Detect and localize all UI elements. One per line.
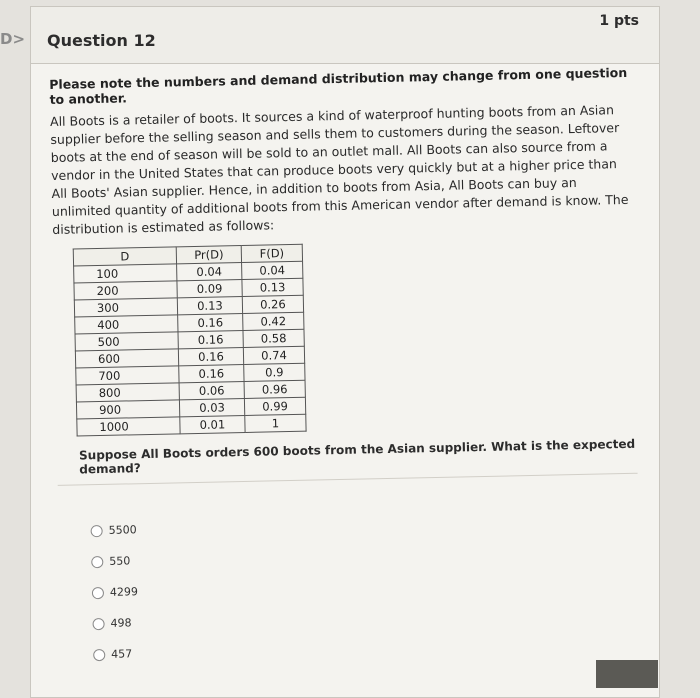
table-cell: 0.58	[243, 329, 304, 347]
radio-button[interactable]	[92, 586, 104, 598]
radio-button[interactable]	[92, 617, 104, 629]
answer-label[interactable]: 550	[109, 554, 131, 568]
table-cell: 0.26	[242, 295, 303, 313]
table-cell: 0.03	[179, 398, 244, 416]
table-cell: 0.04	[242, 261, 303, 279]
table-cell: 900	[76, 400, 179, 419]
question-prompt: Suppose All Boots orders 600 boots from the Asian supplier. What is the expected demand?	[78, 436, 636, 477]
table-row	[77, 414, 306, 436]
table-cell: 0.06	[179, 381, 244, 399]
table-cell: 0.99	[244, 397, 305, 415]
question-note: Please note the numbers and demand distribution may change from one question to another.	[49, 64, 628, 107]
table-cell: 0.9	[244, 363, 305, 381]
column-header: F(D)	[241, 244, 302, 262]
table-cell: 0.13	[242, 278, 303, 296]
table-cell: 800	[76, 383, 179, 402]
demand-distribution-table	[73, 244, 307, 437]
radio-button[interactable]	[91, 555, 103, 567]
answer-label[interactable]: 498	[110, 616, 132, 630]
answer-label[interactable]: 457	[111, 647, 133, 661]
column-header: D	[73, 247, 176, 266]
table-cell: 0.01	[180, 415, 245, 433]
answer-list	[58, 504, 641, 671]
table-cell: 0.16	[178, 347, 243, 365]
table-cell: 1	[245, 414, 306, 432]
radio-button[interactable]	[91, 524, 103, 536]
question-header	[31, 7, 659, 64]
answer-label[interactable]: 4299	[109, 585, 139, 599]
table-cell: 400	[75, 315, 178, 334]
question-points: 1 pts	[599, 13, 639, 29]
table-cell: 0.09	[177, 280, 242, 298]
table-cell: 100	[74, 264, 177, 283]
table-cell: 0.74	[243, 346, 304, 364]
table-cell: 300	[74, 298, 177, 317]
table-cell: 1000	[77, 417, 180, 436]
table-cell: 0.16	[178, 330, 243, 348]
question-body: All Boots is a retailer of boots. It sources a kind of waterproof hunting boots from an Asian supplier before the selling season and sells them to customers during the season. Leftover boots at the end of season will be sold to an outlet mall. All Boots can also source from a vendor in the United States that can produce boots very quickly but at a higher price than All Boots' Asian supplier. Hence, in addition to boots from Asia, All Boots can buy an unlimited quantity of additional boots from this American vendor after demand is know. The distribution is estimated as follows:	[49, 102, 629, 237]
question-title: Question 12	[47, 31, 156, 50]
table-cell: 0.16	[179, 364, 244, 382]
flag-icon[interactable]: D>	[0, 30, 26, 48]
question-content	[49, 59, 641, 671]
table-cell: 0.16	[178, 313, 243, 331]
question-card	[30, 6, 660, 698]
table-cell: 0.13	[177, 297, 242, 315]
bottom-tab	[596, 660, 658, 688]
table-cell: 0.04	[177, 263, 242, 281]
table-cell: 600	[75, 349, 178, 368]
answer-label[interactable]: 5500	[108, 523, 137, 537]
table-cell: 700	[76, 366, 179, 385]
table-cell: 200	[74, 281, 177, 300]
column-header: Pr(D)	[176, 246, 241, 264]
radio-button[interactable]	[93, 648, 105, 660]
table-cell: 0.42	[243, 312, 304, 330]
table-cell: 0.96	[244, 380, 305, 398]
table-cell: 500	[75, 332, 178, 351]
